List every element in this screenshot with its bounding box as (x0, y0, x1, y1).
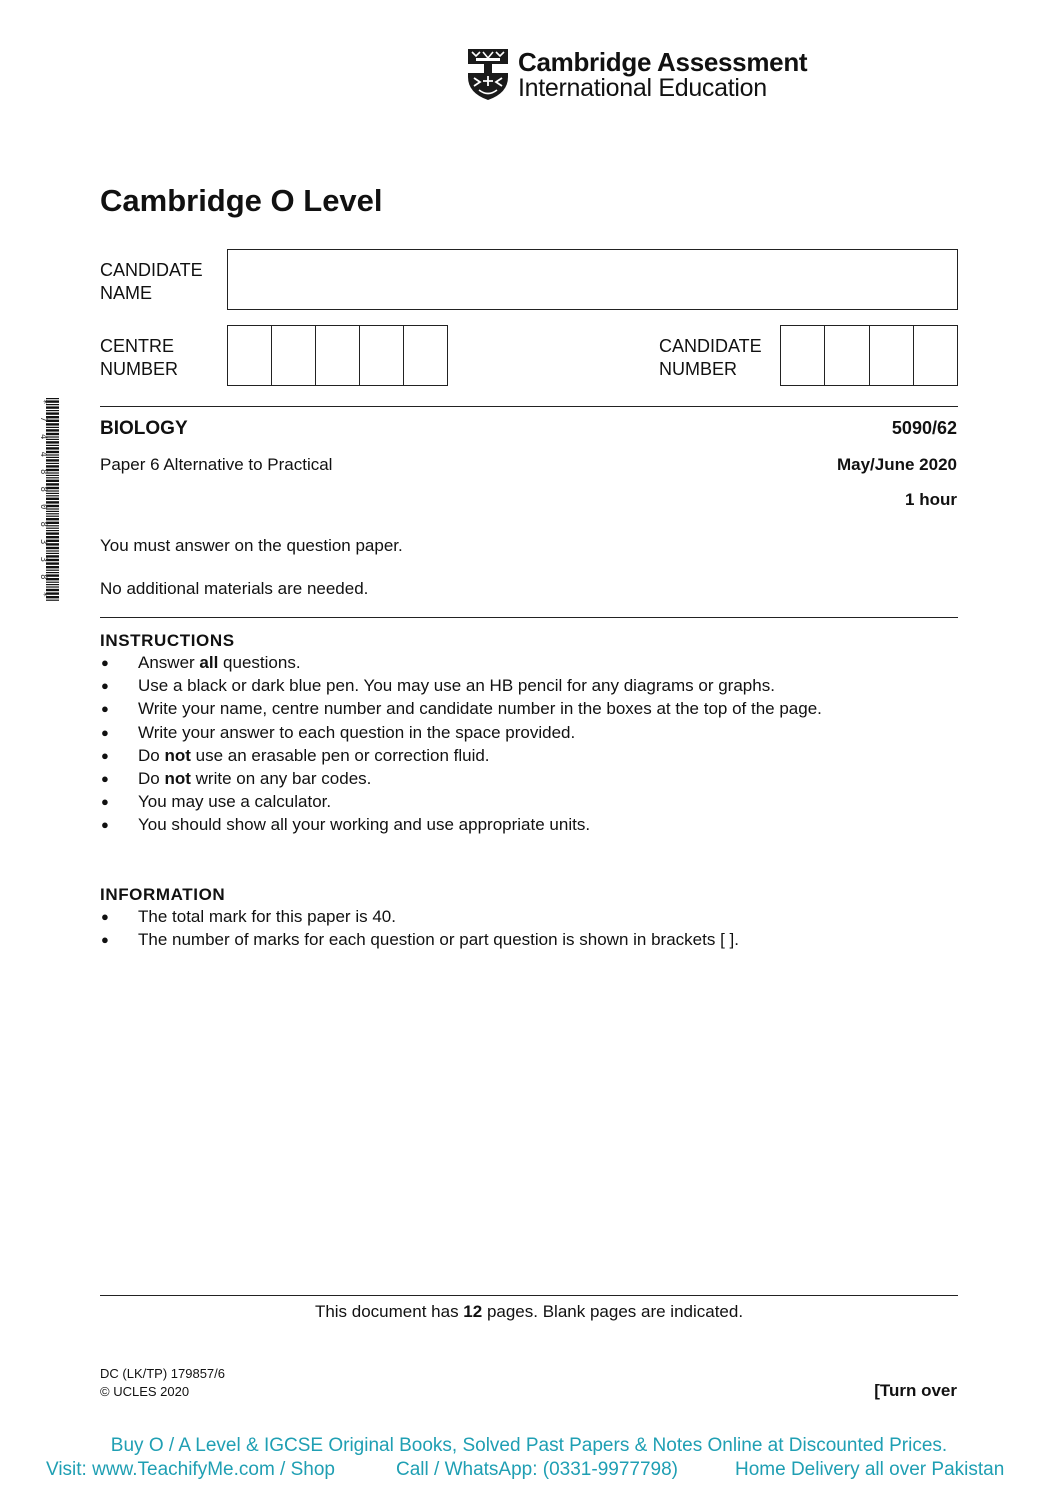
text-run: The total mark for this paper is 40. (138, 907, 396, 926)
text-run: You may use a calculator. (138, 792, 332, 812)
bullet-icon: ● (101, 724, 109, 740)
barcode-bar (46, 566, 59, 568)
turn-over: [Turn over (874, 1381, 957, 1400)
divider (100, 406, 958, 407)
text-run: questions. (218, 653, 301, 672)
page-count-note (100, 1302, 958, 1322)
text-run: You should show all your working and use appropriate units. (138, 815, 591, 835)
emphasis-text: not (164, 768, 191, 788)
promo-website[interactable]: Visit: www.TeachifyMe.com / Shop (46, 1459, 335, 1480)
barcode-bar (46, 410, 59, 411)
barcode-bar (46, 600, 59, 601)
digit-box[interactable] (404, 326, 447, 385)
barcode-bar (46, 553, 59, 554)
barcode-bar (46, 550, 59, 551)
instructions-list (100, 651, 822, 837)
barcode-bar (46, 518, 59, 520)
information-list (100, 905, 739, 951)
text-run: Do (138, 768, 165, 788)
digit-box[interactable] (914, 326, 957, 385)
bullet-icon: ● (101, 655, 109, 670)
digit-box[interactable] (870, 326, 914, 385)
divider (100, 617, 958, 618)
logo-title: Cambridge Assessment (518, 47, 808, 77)
barcode-bar (46, 572, 59, 573)
digit-box[interactable] (272, 326, 316, 385)
text-run: Answer (138, 653, 200, 672)
barcode-bar (46, 511, 59, 512)
divider (100, 1295, 958, 1296)
list-item (100, 674, 822, 697)
information-heading: INFORMATION (100, 885, 226, 904)
barcode-bar (46, 459, 59, 461)
barcode-bar (46, 445, 59, 446)
list-item (100, 790, 822, 813)
list-item (100, 697, 822, 720)
syllabus-code: 5090/62 (891, 418, 957, 438)
text-run: Write your name, centre number and candidate number in the boxes at the top of the page. (138, 699, 822, 719)
list-item (100, 813, 822, 836)
cambridge-crest-icon (466, 47, 510, 101)
barcode-digits: *7448808338* (38, 399, 48, 597)
barcode-bar (46, 457, 59, 458)
promo-delivery: Home Delivery all over Pakistan (735, 1459, 1005, 1480)
paper-title: Paper 6 Alternative to Practical (100, 455, 333, 474)
list-item (100, 651, 822, 674)
barcode-bar (46, 465, 59, 467)
text-run: pages. Blank pages are indicated. (482, 1302, 744, 1321)
barcode-bar (46, 423, 59, 425)
bullet-icon: ● (101, 747, 109, 763)
promo-line: Buy O / A Level & IGCSE Original Books, Solved Past Papers & Notes Online at Discounted Prices. (110, 1435, 948, 1456)
barcode-bar (46, 463, 59, 464)
bullet-icon: ● (101, 817, 109, 833)
text-run: Do (138, 745, 165, 765)
requirement-text: You must answer on the question paper. (100, 536, 403, 555)
text-run: Write your answer to each question in the space provided. (138, 722, 576, 742)
candidate-number-label: CANDIDATE NUMBER (659, 336, 762, 379)
emphasis-text: not (164, 745, 191, 765)
barcode (40, 398, 59, 600)
barcode-bar (46, 475, 59, 476)
candidate-name-box[interactable] (227, 249, 958, 310)
barcode-bar (46, 498, 59, 500)
bullet-icon: ● (101, 678, 109, 694)
barcode-bar (46, 570, 59, 571)
barcode-bar (46, 429, 59, 431)
bullet-icon: ● (101, 932, 109, 948)
list-item (100, 928, 739, 951)
text-run: The number of marks for each question or part question is shown in brackets [ ]. (138, 930, 739, 950)
barcode-bar (46, 441, 59, 443)
barcode-bar (46, 532, 59, 534)
instructions-heading: INSTRUCTIONS (100, 631, 235, 650)
barcode-bar (46, 530, 59, 531)
barcode-bar (46, 493, 59, 494)
exam-board-logo (466, 47, 806, 103)
text-run: Use a black or dark blue pen. You may use an HB pencil for any diagrams or graphs. (138, 676, 775, 696)
barcode-bar (46, 412, 59, 414)
barcode-bar (46, 528, 59, 529)
text-run: use an erasable pen or correction fluid. (190, 745, 490, 765)
barcode-bar (46, 586, 59, 587)
barcode-bar (46, 584, 59, 585)
digit-box[interactable] (360, 326, 404, 385)
barcode-bar (46, 562, 59, 564)
candidate-number-boxes[interactable] (780, 325, 958, 386)
barcode-bar (46, 483, 59, 485)
subject: BIOLOGY (100, 418, 188, 439)
barcode-bar (46, 547, 59, 549)
barcode-bar (46, 447, 59, 449)
bullet-icon: ● (101, 909, 109, 924)
qualification-title: Cambridge O Level (100, 183, 383, 218)
barcode-bar (46, 427, 59, 428)
barcode-bar (46, 582, 59, 583)
barcode-bar (46, 480, 59, 482)
emphasis-text: all (199, 653, 219, 672)
document-reference: DC (LK/TP) 179857/6 (100, 1366, 226, 1381)
candidate-name-label: CANDIDATE NAME (100, 260, 203, 303)
copyright: © UCLES 2020 (100, 1384, 190, 1399)
list-item (100, 721, 822, 744)
text-run: This document has (314, 1302, 464, 1321)
bullet-icon: ● (101, 770, 109, 786)
text-run: write on any bar codes. (190, 768, 372, 788)
requirement-text: No additional materials are needed. (100, 579, 369, 598)
digit-box[interactable] (228, 326, 272, 385)
barcode-bar (46, 513, 59, 514)
exam-session: May/June 2020 (836, 455, 957, 474)
barcode-bar (46, 477, 59, 478)
barcode-bar (46, 406, 59, 408)
barcode-bar (46, 516, 59, 517)
list-item (100, 905, 739, 928)
digit-box[interactable] (825, 326, 869, 385)
exam-duration: 1 hour (905, 490, 957, 509)
promo-phone: Call / WhatsApp: (0331-9977798) (396, 1459, 678, 1480)
digit-box[interactable] (316, 326, 360, 385)
bullet-icon: ● (101, 794, 109, 810)
emphasis-text: 12 (463, 1302, 483, 1321)
digit-box[interactable] (781, 326, 825, 385)
centre-number-boxes[interactable] (227, 325, 448, 386)
logo-subtitle: International Education (518, 74, 767, 102)
bullet-icon: ● (101, 701, 109, 717)
centre-number-label: CENTRE NUMBER (100, 336, 179, 379)
list-item (100, 767, 822, 790)
list-item (100, 744, 822, 767)
barcode-bar (46, 536, 59, 538)
barcode-bar (46, 495, 59, 496)
